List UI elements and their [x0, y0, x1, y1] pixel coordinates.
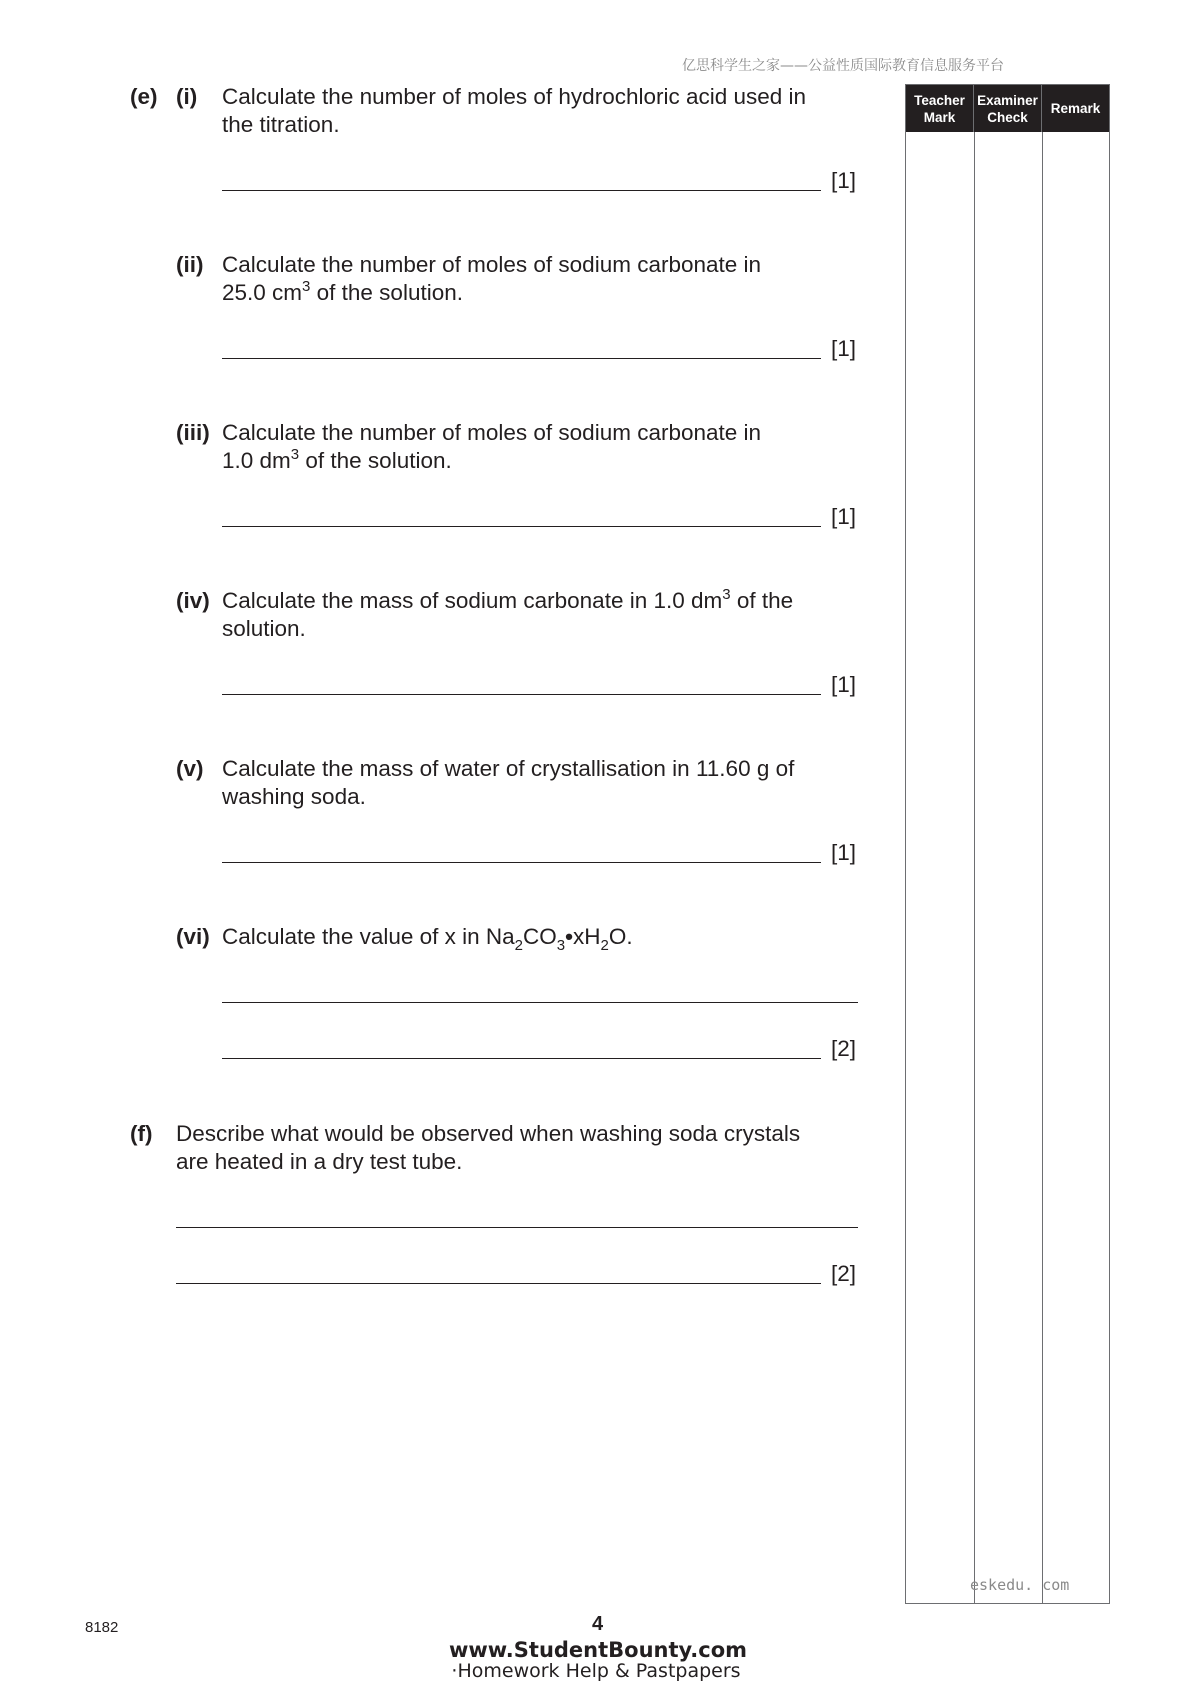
- part-iii-text-line2: 1.0 $dm^3$ of the solution.: [222, 446, 452, 473]
- page-number: 4: [592, 1613, 604, 1635]
- marks-allocation: [1]: [831, 672, 857, 697]
- part-ii-label: (ii): [176, 252, 204, 277]
- part-i-label: (i): [176, 84, 198, 109]
- part-iii-label: (iii): [176, 420, 210, 445]
- part-vi-text: Calculate the value of x in $Na_2CO_3•xH_2O$.: [222, 924, 633, 954]
- question-f-label: (f): [130, 1121, 153, 1146]
- remark-header: Remark: [1050, 101, 1101, 116]
- examiner-check-header: Examiner Check: [974, 85, 1042, 132]
- question-f-text-line1: Describe what would be observed when washing soda crystals: [176, 1121, 801, 1146]
- answer-line[interactable]: [222, 1058, 821, 1059]
- mark-column-divider: [974, 132, 975, 1603]
- part-ii-text-line2: 25.0 $cm^3$ of the solution.: [222, 278, 463, 305]
- marks-allocation: [1]: [831, 840, 857, 865]
- marks-allocation: [1]: [831, 504, 857, 529]
- teacher-mark-header: Teacher Mark: [906, 85, 974, 132]
- paper-code: 8182: [85, 1619, 119, 1636]
- marks-allocation: [1]: [831, 168, 857, 193]
- answer-line[interactable]: [222, 1002, 858, 1003]
- answer-line[interactable]: [222, 190, 821, 191]
- part-iii-text-line1: Calculate the number of moles of sodium carbonate in: [222, 420, 762, 445]
- part-vi-label: (vi): [176, 924, 210, 949]
- answer-line[interactable]: [176, 1283, 821, 1284]
- part-iv-text-line2: solution.: [222, 616, 306, 641]
- corner-watermark: eskedu. com: [970, 1576, 1070, 1594]
- mark-table: [905, 84, 1110, 1604]
- marks-allocation: [1]: [831, 336, 857, 361]
- mark-table-header: [906, 85, 1109, 132]
- studentbounty-tagline: ·Homework Help & Pastpapers: [451, 1660, 741, 1682]
- marks-allocation: [2]: [831, 1036, 857, 1061]
- part-v-text-line2: washing soda.: [222, 784, 366, 809]
- part-v-text-line1: Calculate the mass of water of crystallisation in 11.60 g of: [222, 756, 795, 781]
- answer-line[interactable]: [176, 1227, 858, 1228]
- part-v-label: (v): [176, 756, 204, 781]
- part-i-text-line2: the titration.: [222, 112, 340, 137]
- answer-line[interactable]: [222, 358, 821, 359]
- answer-line[interactable]: [222, 526, 821, 527]
- part-i-text-line1: Calculate the number of moles of hydrochloric acid used in: [222, 84, 807, 109]
- part-iv-label: (iv): [176, 588, 210, 613]
- marks-allocation: [2]: [831, 1261, 857, 1286]
- answer-line[interactable]: [222, 694, 821, 695]
- part-iv-text-line1: Calculate the mass of sodium carbonate in 1.0 $dm^3$ of the: [222, 586, 794, 613]
- question-e-label: (e): [130, 84, 158, 109]
- studentbounty-logo-text: www.StudentBounty.com: [448, 1638, 748, 1662]
- mark-column-divider: [1042, 132, 1043, 1603]
- answer-line[interactable]: [222, 862, 821, 863]
- header-watermark: 亿思科学生之家——公益性质国际教育信息服务平台: [682, 58, 1004, 74]
- question-f-text-line2: are heated in a dry test tube.: [176, 1149, 463, 1174]
- part-ii-text-line1: Calculate the number of moles of sodium carbonate in: [222, 252, 762, 277]
